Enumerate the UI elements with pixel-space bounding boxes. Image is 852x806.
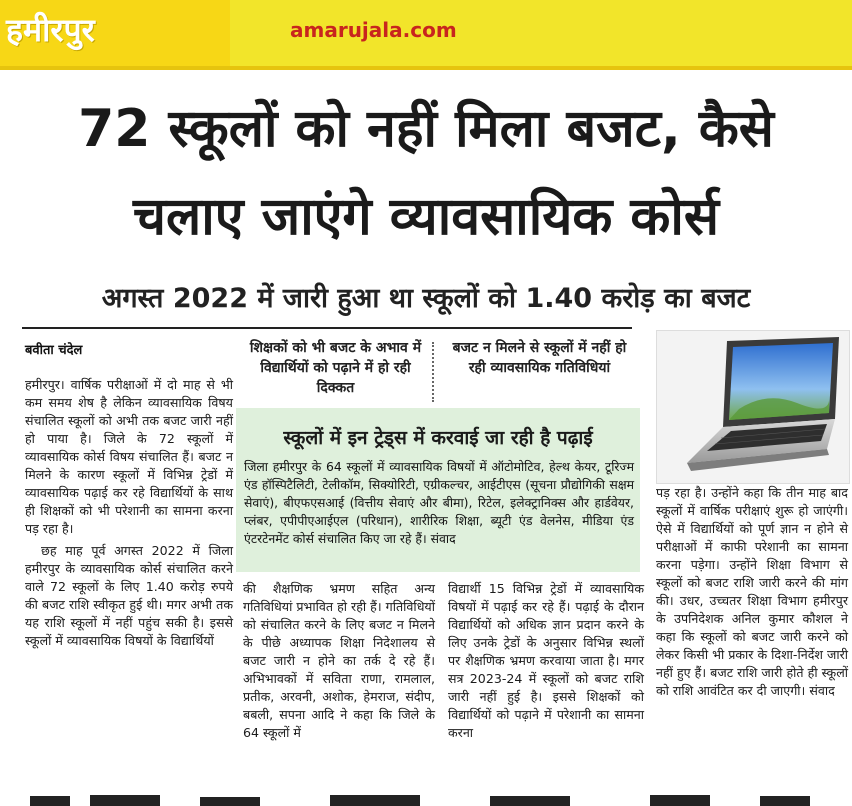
- city-name: हमीरपुर: [6, 11, 95, 49]
- article-column-3: विद्यार्थी 15 विभिन्न ट्रेडों में व्यावसायिक विषयों में पढ़ाई कर रहे हैं। पढ़ाई के दौरान विद्यार्थियों को अधिक ज्ञान प्रदान करने के लिए उनके ट्रेडों के अनुसार विभिन्न स्थलों पर शैक्षणिक भ्रमण करवाया जाता है। मगर सत्र 2023-24 में स्कूलों को बजट राशि जारी नहीं हुई है। इससे शिक्षकों को विद्यार्थियों को पढ़ाने में परेशानी का सामना करना: [448, 581, 644, 740]
- cropped-next-headline: [30, 792, 820, 806]
- byline: बवीता चंदेल: [25, 343, 83, 358]
- article-column-2: की शैक्षणिक भ्रमण सहित अन्य गतिविधियां प्रभावित हो रही हैं। गतिविधियों को संचालित करने के लिए बजट न मिलने के पीछे अध्यापक शिक्षा निदेशालय से बजट जारी न होने का तर्क दे रहे हैं। अभिभावकों में सविता राणा, रामलाल, प्रतीक, अरवनी, अशोक, हेमराज, संदीप, बबली, सपना आदि ने कहा कि जिले के 64 स्कूलों में: [243, 581, 435, 740]
- laptop-photo: [656, 330, 850, 484]
- trades-box-title: स्कूलों में इन ट्रेड्स में करवाई जा रही है पढ़ाई: [283, 427, 593, 449]
- trades-box-body: जिला हमीरपुर के 64 स्कूलों में व्यावसायिक विषयों में ऑटोमोटिव, हेल्थ केयर, टूरिज्म एंड हॉस्पिटैलिटी, टेलीकॉम, सिक्योरिटी, एग्रीकल्चर, आईटीएस (सूचना प्रौद्योगिकी सक्षम सेवाएं), बीएफएसआई (वित्तीय सेवाएं और बीमा), रिटेल, इलेक्ट्रानिक्स और हार्डवेयर, प्लंबर, एपीपीएआईएल (परिधान), शारीरिक शिक्षा, ब्यूटी एंड वेलनेस, मीडिया एंड एंटरटेनमेंट कोर्स संचालित किए जा रहे हैं। संवाद: [244, 459, 634, 546]
- article-column-left: [25, 376, 233, 650]
- article-paragraph-1: हमीरपुर। वार्षिक परीक्षाओं में दो माह से भी कम समय शेष है लेकिन व्यावसायिक विषय संचालित स्कूलों को अभी तक बजट जारी नहीं हो पाया है। जिले के 72 स्कूलों में व्यावसायिक कोर्स विषय संचालित हैं। बजट न मिलने के कारण स्कूलों में विभिन्न ट्रेडों में व्यावसायिक पढ़ाई कर रहे विद्यार्थियों के साथ ही शिक्षकों को भी परेशानी का सामना करना पड़ रहा है।: [25, 377, 233, 536]
- site-url: amarujala.com: [290, 18, 457, 42]
- sub-headline: अगस्त 2022 में जारी हुआ था स्कूलों को 1.40 करोड़ का बजट: [101, 283, 751, 314]
- headline-line-1: 72 स्कूलों को नहीं मिला बजट, कैसे: [78, 99, 774, 159]
- masthead-rule: [0, 66, 852, 70]
- laptop-icon: [657, 331, 849, 483]
- quote-divider: [432, 342, 434, 402]
- headline-line-2: चलाए जाएंगे व्यावसायिक कोर्स: [133, 187, 719, 247]
- article-column-right: पड़ रहा है। उन्होंने कहा कि तीन माह बाद स्कूलों में वार्षिक परीक्षाएं शुरू हो जाएंगी। ऐसे में विद्यार्थियों को पूर्ण ज्ञान न होने से परीक्षाओं में काफी परेशानी का सामना करना पड़ेगा। उन्होंने शिक्षा विभाग से स्कूलों को बजट राशि जारी करने की मांग की। उधर, उच्चतर शिक्षा विभाग हमीरपुर के उपनिदेशक अनिल कुमार कौशल ने कहा कि स्कूलों को बजट जारी करने को लेकर किसी भी प्रकार के दिशा-निर्देश जारी नहीं हुए हैं। बजट राशि जारी होते ही स्कूलों को राशि आवंटित कर दी जाएगी। संवाद: [656, 485, 848, 698]
- pull-quote-left: शिक्षकों को भी बजट के अभाव में विद्यार्थियों को पढ़ाने में हो रही दिक्कत: [249, 340, 422, 396]
- article-paragraph-2: छह माह पूर्व अगस्त 2022 में जिला हमीरपुर के व्यावसायिक कोर्स संचालित करने वाले 72 स्कूलों के लिए 1.40 करोड़ रुपये की बजट राशि स्वीकृत हुई थी। मगर अभी तक यह राशि स्कूलों में नहीं पहुंच सकी है। इससे स्कूलों में व्यावसायिक विषयों के विद्यार्थियों: [25, 543, 233, 648]
- divider-rule: [22, 327, 632, 329]
- pull-quote-right: बजट न मिलने से स्कूलों में नहीं हो रही व्यावसायिक गतिविधियां: [452, 340, 627, 376]
